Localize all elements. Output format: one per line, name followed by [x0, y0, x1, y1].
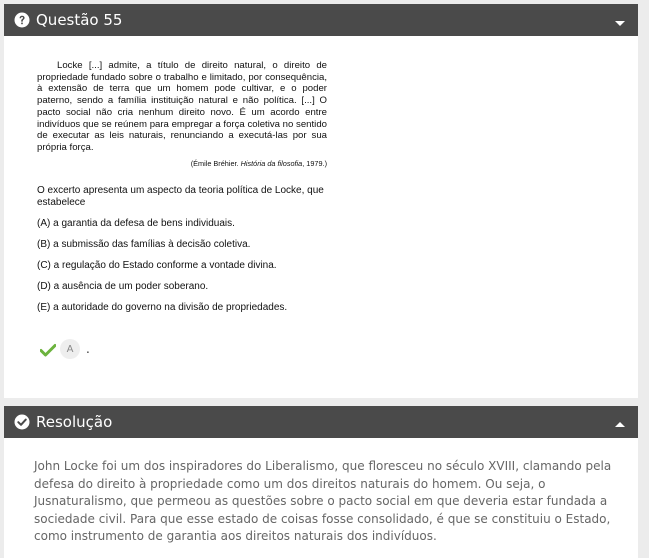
- question-content: [37, 60, 327, 314]
- option-a: (A) a garantia da defesa de bens individuais.: [37, 218, 235, 230]
- resolution-panel-title: Resolução: [36, 413, 113, 431]
- check-circle-icon: [14, 414, 30, 430]
- question-panel-title: Questão 55: [36, 11, 123, 29]
- question-circle-icon: [14, 12, 30, 28]
- source-title: História da filosofia: [240, 158, 303, 168]
- question-excerpt: Locke [...] admite, a título de direito natural, o direito de propriedade fundado sobre o trabalho e limitado, por consequência, à extensão de terra que um homem pode cultivar, e o poder paterno, sendo a família instituição natural e não política. [...] O pacto social não cria nenhum direito novo. É um acordo entre indivíduos que se reúnem para empregar a força coletiva no sentido de executar as leis naturais, renunciando a executá-las por sua própria força.: [37, 60, 327, 153]
- option-b: (B) a submissão das famílias à decisão coletiva.: [37, 239, 251, 251]
- answer-suffix: .: [86, 342, 90, 356]
- question-panel-body: [4, 36, 638, 398]
- question-panel-header[interactable]: [4, 4, 638, 36]
- resolution-panel-body: [4, 438, 638, 558]
- question-source: [37, 158, 327, 170]
- resolution-panel-header[interactable]: [4, 406, 638, 438]
- resolution-text: John Locke foi um dos inspiradores do Liberalismo, que floresceu no século XVIII, clamando pela defesa do direito à propriedade como um dos direitos naturais do homem. Ou seja, o Jusnaturalismo, que permeou as questões sobre o pacto social em que deveria estar fundada a sociedade civil. Para que esse estado de coisas fosse consolidado, é que se constituiu o Estado, como instrumento de garantia aos direitos naturais dos indivíduos.: [34, 459, 612, 543]
- source-year: , 1979.): [302, 158, 327, 168]
- option-e: (E) a autoridade do governo na divisão de propriedades.: [37, 302, 288, 314]
- source-author: (Émile Bréhier.: [190, 158, 241, 168]
- answer-badge: A: [60, 339, 80, 359]
- caret-down-icon[interactable]: [614, 14, 626, 26]
- question-prompt: O excerto apresenta um aspecto da teoria política de Locke, que estabelece: [37, 185, 324, 209]
- answer-row: [40, 339, 90, 359]
- caret-up-icon[interactable]: [614, 416, 626, 428]
- option-d: (D) a ausência de um poder soberano.: [37, 281, 209, 293]
- option-c: (C) a regulação do Estado conforme a vontade divina.: [37, 260, 277, 272]
- checkmark-icon: [40, 342, 56, 356]
